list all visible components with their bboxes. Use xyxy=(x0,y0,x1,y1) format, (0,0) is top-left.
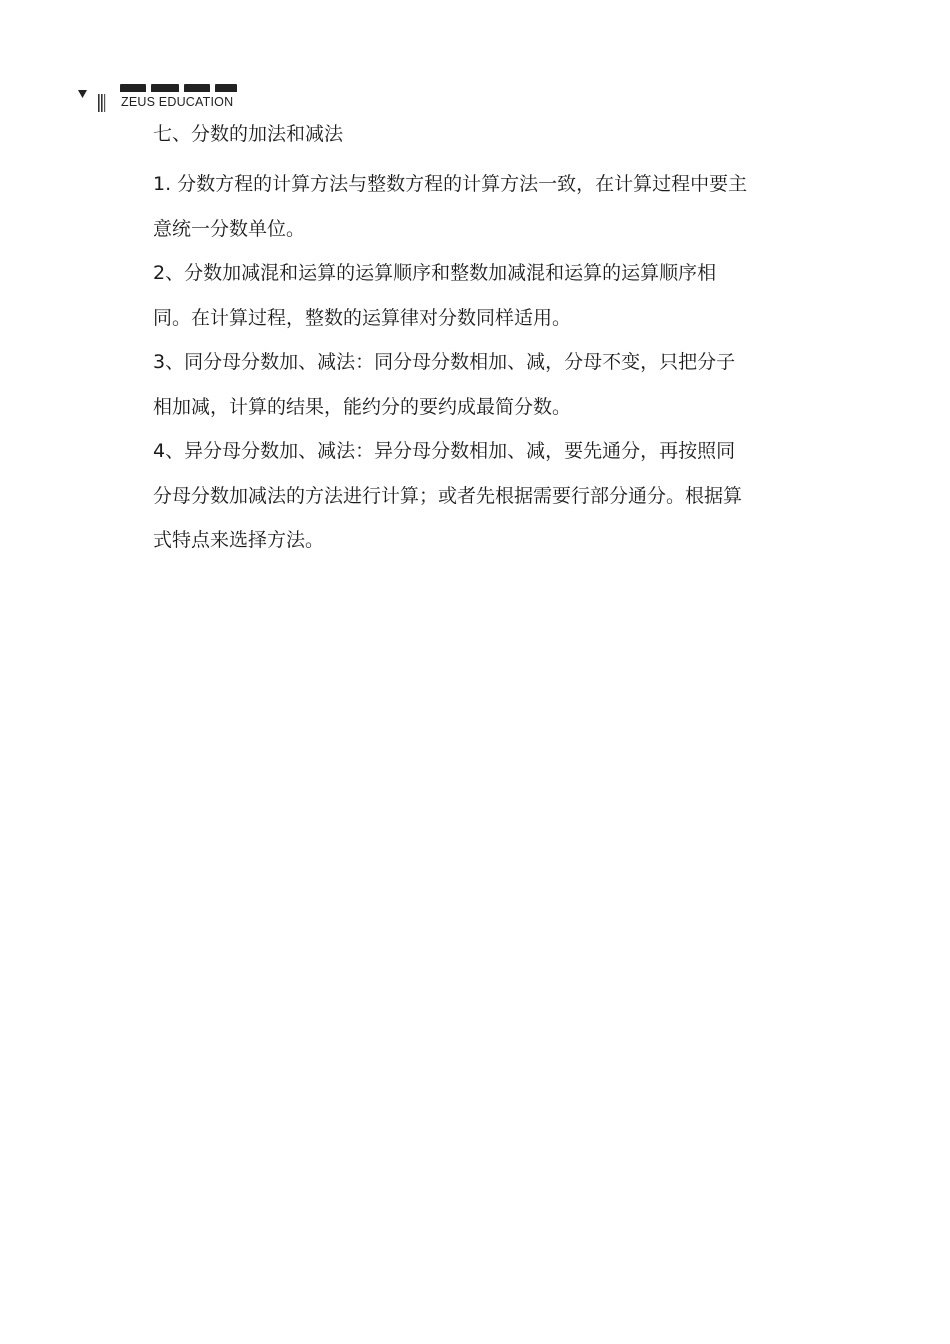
paragraph: 4、异分母分数加、减法：异分母分数相加、减，要先通分，再按照同分母分数加减法的方法进行计算；或者先根据需要行部分通分。根据算式特点来选择方法。 xyxy=(153,440,743,551)
document-body xyxy=(153,118,753,563)
logo-mark-icon xyxy=(78,78,108,114)
section-heading: 七、分数的加法和减法 xyxy=(153,123,344,145)
brand-logo xyxy=(78,78,258,114)
paragraph: 1. 分数方程的计算方法与整数方程的计算方法一致，在计算过程中要主意统一分数单位。 xyxy=(153,173,748,240)
paragraph: 2、分数加减混和运算的运算顺序和整数加减混和运算的运算顺序相同。在计算过程，整数的运算律对分数同样适用。 xyxy=(153,262,717,329)
logo-chinese-wordmark xyxy=(120,78,250,92)
logo-english-text: ZEUS EDUCATION xyxy=(121,95,234,109)
paragraph: 3、同分母分数加、减法：同分母分数相加、减，分母不变，只把分子相加减，计算的结果，能约分的要约成最简分数。 xyxy=(153,351,736,418)
